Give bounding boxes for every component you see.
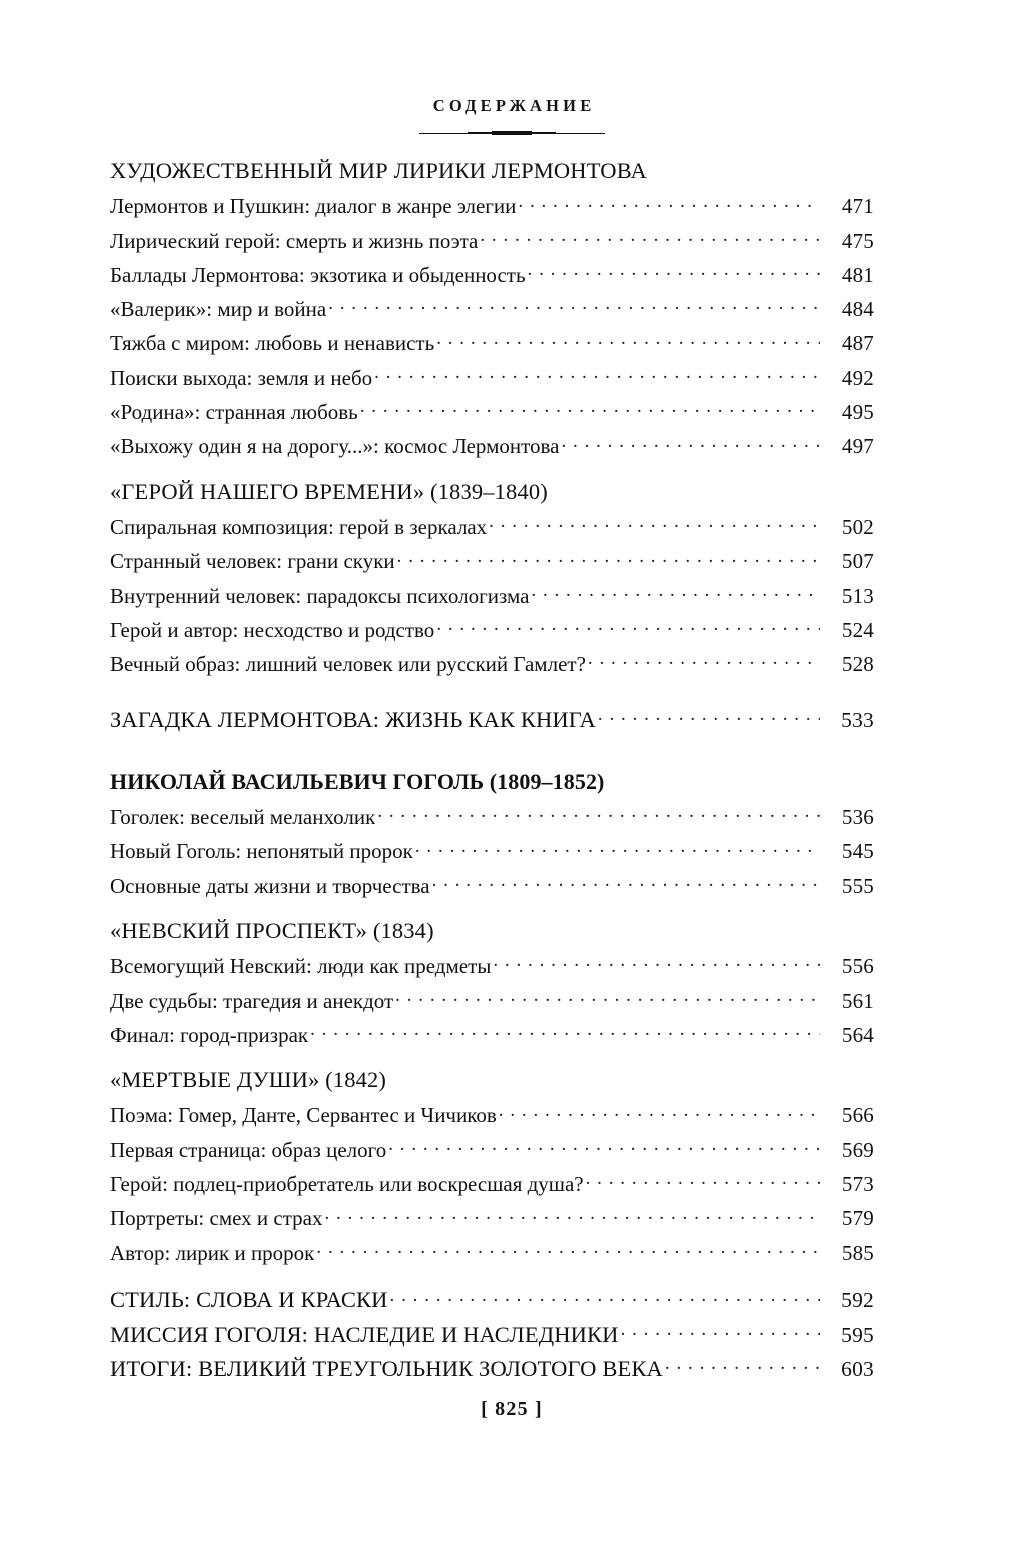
dot-leader <box>360 398 820 419</box>
toc-entry-page: 556 <box>841 954 874 979</box>
dot-leader <box>493 952 820 973</box>
rule-segment-thick-center <box>492 131 532 135</box>
toc-entry[interactable] <box>110 227 874 261</box>
spacer <box>110 906 874 918</box>
toc-entry-title: Финал: город-призрак <box>110 1022 309 1047</box>
author-heading[interactable] <box>110 769 874 803</box>
spacer <box>110 467 874 479</box>
section-heading[interactable] <box>110 158 874 192</box>
toc-entry-title: Вечный образ: лишний человек или русский Гамлет? <box>110 652 586 677</box>
spacer <box>110 1055 874 1067</box>
toc-entry-page: 561 <box>841 988 874 1013</box>
dot-leader <box>499 1101 820 1122</box>
section-heading-with-page[interactable] <box>110 1354 874 1388</box>
dot-leader <box>665 1354 820 1377</box>
toc-entry-title: Автор: лирик и пророк <box>110 1240 315 1265</box>
section-heading-page: 592 <box>841 1288 874 1313</box>
toc-entry-page: 475 <box>841 228 874 253</box>
toc-entry-page: 507 <box>841 549 874 574</box>
section-heading-page: 603 <box>841 1357 874 1381</box>
toc-entry-page: 579 <box>841 1206 874 1231</box>
dot-leader <box>388 1136 820 1157</box>
dot-leader <box>561 432 820 453</box>
dot-leader <box>621 1319 820 1342</box>
dot-leader <box>310 1021 820 1042</box>
toc-entry[interactable] <box>110 987 874 1021</box>
toc-entry[interactable] <box>110 432 874 466</box>
toc-entry-title: «Выхожу один я на дорогу...»: космос Лермонтова <box>110 434 560 459</box>
toc-entry-title: Спиральная композиция: герой в зеркалах <box>110 514 488 539</box>
toc-entry[interactable] <box>110 261 874 295</box>
toc-entry-page: 484 <box>841 297 874 322</box>
toc-entry-page: 585 <box>841 1240 874 1265</box>
section-heading-page: 533 <box>841 707 874 732</box>
dot-leader <box>531 582 820 603</box>
toc-entry-title: Портреты: смех и страх <box>110 1206 323 1231</box>
toc-entry-title: Странный человек: грани скуки <box>110 549 395 574</box>
section-heading-with-page[interactable] <box>110 1285 874 1319</box>
toc-entry-title: «Валерик»: мир и война <box>110 297 327 322</box>
rule-segment-mid-left <box>468 132 492 135</box>
spacer <box>110 1273 874 1285</box>
toc-entry-page: 566 <box>841 1103 874 1128</box>
spacer <box>110 739 874 769</box>
toc-entry[interactable] <box>110 1239 874 1273</box>
toc-entry[interactable] <box>110 872 874 906</box>
toc-entry[interactable] <box>110 513 874 547</box>
running-head: СОДЕРЖАНИЕ <box>432 96 596 115</box>
dot-leader <box>390 1285 820 1308</box>
dot-leader <box>518 192 820 213</box>
page-folio: [ 825 ] <box>481 1398 543 1420</box>
toc-entry-page: 502 <box>841 514 874 539</box>
toc-entry[interactable] <box>110 329 874 363</box>
toc-entry-title: «Родина»: странная любовь <box>110 400 358 425</box>
toc-entry-title: Поиски выхода: земля и небо <box>110 365 373 390</box>
section-heading-with-page[interactable] <box>110 1319 874 1353</box>
dot-leader <box>528 261 820 282</box>
toc-entry-title: Гоголек: веселый меланхолик <box>110 805 376 830</box>
rule-segment-thin-right <box>556 133 605 134</box>
toc-entry[interactable] <box>110 1136 874 1170</box>
author-heading-label: НИКОЛАЙ ВАСИЛЬЕВИЧ ГОГОЛЬ (1809–1852) <box>110 768 605 794</box>
dot-leader <box>415 837 820 858</box>
toc-entry-page: 471 <box>841 194 874 219</box>
toc-entry-title: Лермонтов и Пушкин: диалог в жанре элегии <box>110 194 517 219</box>
toc-entry-title: Герой: подлец-приобретатель или воскресшая душа? <box>110 1172 584 1197</box>
dot-leader <box>480 227 820 248</box>
toc-entry[interactable] <box>110 1021 874 1055</box>
toc-entry[interactable] <box>110 398 874 432</box>
toc-entry[interactable] <box>110 837 874 871</box>
toc-entry-title: Поэма: Гомер, Данте, Сервантес и Чичиков <box>110 1103 497 1128</box>
toc-entry-page: 524 <box>841 617 874 642</box>
toc-entry-page: 569 <box>841 1137 874 1162</box>
dot-leader <box>598 704 820 727</box>
section-heading-with-page[interactable] <box>110 704 874 738</box>
toc-entry-page: 487 <box>841 331 874 356</box>
toc-entry[interactable] <box>110 650 874 684</box>
toc-list <box>110 158 874 1388</box>
dot-leader <box>374 364 820 385</box>
toc-entry-page: 495 <box>841 400 874 425</box>
spacer <box>110 684 874 704</box>
toc-entry-page: 513 <box>841 583 874 608</box>
section-heading-label: ЗАГАДКА ЛЕРМОНТОВА: ЖИЗНЬ КАК КНИГА <box>110 706 596 732</box>
dot-leader <box>328 295 820 316</box>
dot-leader <box>316 1239 820 1260</box>
toc-entry[interactable] <box>110 803 874 837</box>
toc-entry[interactable] <box>110 952 874 986</box>
toc-entry[interactable] <box>110 192 874 226</box>
toc-entry[interactable] <box>110 616 874 650</box>
toc-entry-title: Лирический герой: смерть и жизнь поэта <box>110 228 479 253</box>
toc-entry-title: Две судьбы: трагедия и анекдот <box>110 988 394 1013</box>
toc-entry[interactable] <box>110 582 874 616</box>
dot-leader <box>432 872 820 893</box>
toc-entry-page: 545 <box>841 839 874 864</box>
toc-entry-title: Новый Гоголь: непонятый пророк <box>110 839 413 864</box>
dot-leader <box>586 1170 820 1191</box>
toc-entry-page: 481 <box>841 262 874 287</box>
dot-leader <box>397 547 820 568</box>
toc-entry-page: 564 <box>841 1022 874 1047</box>
toc-entry[interactable] <box>110 1204 874 1238</box>
toc-entry-title: Первая страница: образ целого <box>110 1137 387 1162</box>
section-heading-label: «ГЕРОЙ НАШЕГО ВРЕМЕНИ» (1839–1840) <box>110 478 548 504</box>
toc-entry-page: 536 <box>841 805 874 830</box>
toc-entry-page: 573 <box>841 1172 874 1197</box>
dot-leader <box>436 616 820 637</box>
toc-entry-title: Внутренний человек: парадоксы психологизма <box>110 583 530 608</box>
dot-leader <box>324 1204 820 1225</box>
section-heading[interactable] <box>110 479 874 513</box>
section-heading-label: ИТОГИ: ВЕЛИКИЙ ТРЕУГОЛЬНИК ЗОЛОТОГО ВЕКА <box>110 1356 663 1381</box>
dot-leader <box>588 650 820 671</box>
dot-leader <box>377 803 820 824</box>
section-heading-label: СТИЛЬ: СЛОВА И КРАСКИ <box>110 1287 388 1313</box>
rule-segment-mid-right <box>532 132 556 135</box>
rule-segment-thin-left <box>419 133 468 134</box>
decorative-rule <box>0 128 1024 138</box>
toc-entry[interactable] <box>110 295 874 329</box>
toc-entry-title: Тяжба с миром: любовь и ненависть <box>110 331 435 356</box>
toc-entry[interactable] <box>110 1101 874 1135</box>
toc-entry-title: Основные даты жизни и творчества <box>110 873 430 898</box>
toc-entry[interactable] <box>110 364 874 398</box>
section-heading-label: ХУДОЖЕСТВЕННЫЙ МИР ЛИРИКИ ЛЕРМОНТОВА <box>110 158 647 183</box>
toc-entry-title: Баллады Лермонтова: экзотика и обыденность <box>110 262 526 287</box>
toc-entry[interactable] <box>110 1170 874 1204</box>
toc-entry-title: Герой и автор: несходство и родство <box>110 617 435 642</box>
section-heading[interactable] <box>110 1067 874 1101</box>
toc-entry-page: 555 <box>841 873 874 898</box>
toc-entry-title: Всемогущий Невский: люди как предметы <box>110 954 492 979</box>
toc-entry-page: 497 <box>841 434 874 459</box>
section-heading-label: МИССИЯ ГОГОЛЯ: НАСЛЕДИЕ И НАСЛЕДНИКИ <box>110 1321 619 1347</box>
section-heading-page: 595 <box>841 1322 874 1347</box>
toc-entry-page: 528 <box>841 652 874 677</box>
section-heading-label: «НЕВСКИЙ ПРОСПЕКТ» (1834) <box>110 917 434 943</box>
toc-entry-page: 492 <box>841 365 874 390</box>
toc-entry[interactable] <box>110 547 874 581</box>
section-heading[interactable] <box>110 918 874 952</box>
dot-leader <box>395 987 820 1008</box>
dot-leader <box>436 329 820 350</box>
dot-leader <box>489 513 820 534</box>
section-heading-label: «МЕРТВЫЕ ДУШИ» (1842) <box>110 1067 387 1093</box>
